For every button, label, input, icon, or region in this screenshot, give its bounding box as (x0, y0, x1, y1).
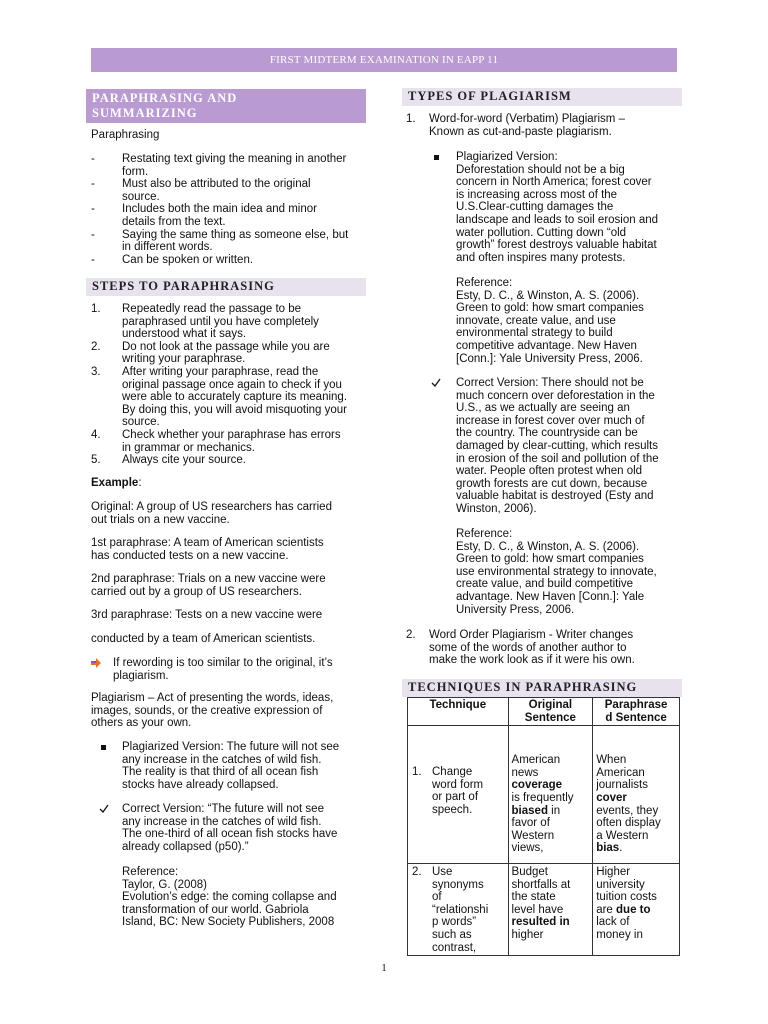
text-line: The reality is that third of all ocean fish (122, 766, 319, 779)
text-line: U.S., as we actually are seeing an (456, 402, 630, 415)
text-segment: news (511, 766, 539, 779)
text-line (596, 842, 676, 855)
text-line: Must also be attributed to the original (122, 178, 311, 191)
text-line: Word Order Plagiarism - Writer changes (429, 629, 634, 641)
square-bullet-icon (101, 745, 106, 750)
text-line: “relationshi (432, 903, 489, 916)
text-line: some of the words of another author to (429, 641, 627, 654)
correct-version-right (406, 377, 659, 516)
text-line (596, 754, 676, 767)
text-segment: shortfalls at (511, 878, 571, 891)
text-line (512, 830, 590, 843)
text-segment: favor of (511, 817, 550, 830)
text-line (512, 779, 590, 792)
section-title-line: SUMMARIZING (92, 106, 198, 120)
page-number: 1 (381, 962, 387, 974)
text-line: original passage once again to check if you (122, 378, 342, 391)
text-line (512, 904, 590, 917)
text-line: Restating text giving the meaning in another (122, 153, 347, 165)
text-line: plagiarism. (113, 669, 169, 682)
text-line (512, 866, 590, 879)
table-row (408, 726, 680, 864)
text-line: Deforestation should not be a big (456, 163, 625, 176)
text-segment: coverage (511, 779, 563, 792)
text-line: transformation of our world. Gabriola (122, 903, 309, 916)
example-label-text: Example (91, 477, 139, 489)
dash-bullet: - (91, 253, 95, 266)
text-segment: level have (511, 903, 564, 916)
text-segment: the state (511, 891, 556, 904)
text-line: Use (432, 865, 453, 878)
text-line: p words” (432, 916, 477, 929)
exam-title-banner: FIRST MIDTERM EXAMINATION IN EAPP 11 (91, 48, 677, 72)
text-line: University Press, 2006. (456, 603, 575, 616)
definition-item (91, 203, 371, 228)
text-line: Plagiarized Version: (456, 151, 558, 163)
text-segment: . (619, 842, 623, 855)
text-line: increase in forest cover over much of (456, 414, 645, 427)
list-number: 1. (91, 303, 101, 315)
text-line: carried out by a group of US researchers. (91, 585, 302, 598)
text-line: Reference: (456, 277, 513, 289)
text-line: Sentence (524, 711, 576, 724)
text-line: create value, and build competitive (456, 578, 634, 591)
text-line: details from the text. (122, 215, 226, 228)
text-line (596, 891, 676, 904)
text-line: Plagiarized Version: The future will not see (122, 741, 340, 753)
text-segment: Western (511, 829, 555, 842)
text-segment: Budget (511, 865, 548, 878)
text-line (596, 792, 676, 805)
table-header-cell (593, 698, 680, 726)
text-line (512, 767, 590, 780)
paraphrase-cell (593, 863, 680, 955)
text-line: or part of (432, 791, 479, 804)
text-line: Esty, D. C., & Winston, A. S. (2006). (456, 289, 640, 302)
text-line (596, 904, 676, 917)
text-line (512, 879, 590, 892)
text-line: Repeatedly read the passage to be (122, 303, 302, 315)
text-line (512, 792, 590, 805)
definition-item (91, 178, 371, 203)
text-line: Change (432, 766, 473, 779)
text-line: any increase in the catches of wild fish. (122, 815, 322, 828)
reference-left (122, 866, 337, 929)
list-number: 3. (91, 365, 101, 378)
arrow-bullet-icon (91, 658, 101, 668)
text-line: damaged by clear-cutting, which results (456, 439, 658, 452)
text-line: Do not look at the passage while you are (122, 340, 330, 353)
text-line: Green to gold: how smart companies (456, 302, 644, 315)
text-line: out trials on a new vaccine. (91, 513, 230, 526)
definition-item (91, 153, 371, 178)
text-line: advantage. New Haven [Conn.]: Yale (456, 590, 645, 603)
original-sentence (91, 501, 332, 526)
text-line: [Conn.]: Yale University Press, 2006. (456, 352, 643, 365)
text-line: use environmental strategy to innovate, (456, 565, 657, 578)
checkmark-icon (431, 378, 441, 388)
text-line (512, 916, 590, 929)
text-line: is increasing across most of the (456, 188, 618, 201)
text-line: the country. The countryside can be (456, 427, 638, 440)
text-line: Reference: (456, 528, 513, 540)
list-number: 2. (91, 340, 101, 353)
text-line: word form (432, 778, 484, 791)
text-line: Taylor, G. (2008) (122, 878, 208, 891)
text-line: U.S.Clear-cutting damages the (456, 201, 614, 214)
table-header-cell (408, 698, 509, 726)
text-line (596, 879, 676, 892)
definition-item (91, 229, 371, 254)
text-line: writing your paraphrase. (122, 353, 246, 366)
text-segment: journalists (596, 779, 648, 792)
text-line: in grammar or mechanics. (122, 441, 255, 454)
text-line: form. (122, 165, 149, 178)
text-line (596, 866, 676, 879)
text-line (596, 929, 676, 942)
text-line: 2nd paraphrase: Trials on a new vaccine were (91, 573, 326, 585)
text-segment: biased (511, 804, 548, 817)
list-number: 1. (412, 766, 422, 779)
text-line: Island, BC: New Society Publishers, 2008 (122, 916, 335, 929)
list-number: 2. (406, 629, 416, 641)
text-line: Original: A group of US researchers has carried (91, 501, 332, 513)
text-segment: events, they (596, 804, 659, 817)
dash-bullet: - (91, 153, 95, 165)
text-segment: Higher (596, 865, 631, 878)
text-line: Check whether your paraphrase has errors (122, 428, 341, 441)
text-line: water. People often protest when old (456, 465, 643, 478)
text-line: contrast, (432, 941, 477, 954)
text-line: After writing your paraphrase, read the (122, 365, 319, 378)
text-line: environmental strategy to build (456, 327, 613, 340)
text-segment: money in (596, 928, 643, 941)
text-segment: university (596, 878, 645, 891)
text-line: make the work look as if it were his own. (429, 654, 635, 667)
text-line: such as (432, 928, 472, 941)
text-line: Includes both the main idea and minor (122, 203, 317, 216)
section-title-techniques: TECHNIQUES IN PARAPHRASING (402, 679, 682, 697)
list-number: 2. (412, 865, 422, 878)
text-segment: is frequently (511, 791, 574, 804)
text-line: Always cite your source. (122, 454, 246, 467)
original-cell (508, 726, 593, 864)
text-segment: bias (596, 842, 620, 855)
text-line: Correct Version: “The future will not see (122, 803, 324, 815)
text-segment: are (596, 903, 617, 916)
text-line: were able to accurately capture its meaning. (122, 391, 348, 404)
text-line (596, 779, 676, 792)
type-2 (406, 629, 635, 667)
text-line: growth” forest destroys valuable habitat (456, 239, 657, 252)
text-line (596, 817, 676, 830)
text-line: paraphrased until you have completely (122, 315, 319, 328)
dash-bullet: - (91, 178, 95, 191)
list-number: 4. (91, 428, 101, 441)
text-line (512, 754, 590, 767)
text-line: Can be spoken or written. (122, 253, 254, 266)
text-line: landscape and leads to soil erosion and (456, 213, 659, 226)
techniques-table (407, 697, 680, 956)
plagiarism-definition (91, 692, 333, 730)
text-segment: a Western (596, 829, 649, 842)
text-line: innovate, create value, and use (456, 314, 616, 327)
paraphrasing-label: Paraphrasing (91, 129, 160, 141)
text-line: any increase in the catches of wild fish. (122, 753, 322, 766)
type-1 (406, 113, 625, 138)
text-segment: due to (616, 903, 651, 916)
text-line: Evolution’s edge: the coming collapse and (122, 891, 337, 904)
dash-bullet: - (91, 203, 95, 216)
step-item (91, 429, 371, 454)
text-segment: American (596, 766, 645, 779)
step-item (91, 454, 371, 467)
step-item (91, 366, 371, 429)
step-item (91, 303, 371, 341)
text-line: Saying the same thing as someone else, but (122, 228, 349, 241)
text-line: Plagiarism – Act of presenting the words, ideas, (91, 692, 334, 704)
third-paraphrase-a: 3rd paraphrase: Tests on a new vaccine were (91, 609, 323, 621)
reference-right-1 (456, 277, 644, 365)
definition-list (91, 153, 371, 266)
text-line: water pollution. Cutting down “old (456, 226, 627, 239)
text-line: synonyms (432, 878, 484, 891)
text-line: others as your own. (91, 717, 192, 730)
plagiarized-version-left (91, 741, 339, 791)
list-number: 5. (91, 454, 101, 467)
reword-note (91, 657, 371, 682)
third-paraphrase-b: conducted by a team of American scientists. (91, 633, 316, 645)
text-segment: When (596, 754, 627, 767)
text-line (596, 916, 676, 929)
text-line: Reference: (122, 866, 179, 878)
text-line: d Sentence (605, 711, 667, 724)
list-number: 1. (406, 113, 416, 125)
section-title-steps: STEPS TO PARAPHRASING (86, 278, 366, 296)
technique-cell (408, 863, 509, 955)
text-line: Known as cut-and-paste plagiarism. (429, 125, 612, 138)
square-bullet-icon (434, 155, 439, 160)
section-title-line: PARAPHRASING AND (92, 91, 238, 105)
text-line: and often inspires many protests. (456, 251, 626, 264)
dash-bullet: - (91, 228, 95, 241)
definition-item (91, 254, 371, 267)
plagiarized-version-right (406, 151, 658, 264)
text-segment: in (547, 804, 561, 817)
text-line: Paraphrase (604, 699, 668, 711)
example-colon: : (138, 477, 142, 489)
reference-right-2 (456, 528, 657, 616)
text-line: Technique (429, 699, 487, 711)
text-segment: views, (511, 842, 544, 855)
text-line: source. (122, 190, 160, 203)
table-header-row (408, 698, 680, 726)
text-line: Winston, 2006). (456, 502, 537, 515)
text-line: If rewording is too similar to the original, it’s (113, 657, 333, 669)
text-line: in different words. (122, 241, 213, 254)
text-line: Original (528, 699, 573, 711)
first-paraphrase (91, 537, 324, 562)
example-label (91, 477, 142, 490)
original-cell (508, 863, 593, 955)
correct-version-left (91, 803, 337, 853)
text-line: understood what it says. (122, 328, 247, 341)
section-title-types: TYPES OF PLAGIARISM (402, 88, 682, 106)
text-segment: often display (596, 817, 661, 830)
text-line (596, 805, 676, 818)
text-line: By doing this, you will avoid misquoting your (122, 403, 348, 416)
text-line: has conducted tests on a new vaccine. (91, 549, 289, 562)
text-line: concern in North America; forest cover (456, 176, 652, 189)
text-line: competitive advantage. New Haven (456, 339, 637, 352)
text-segment: tuition costs (596, 891, 657, 904)
table-row (408, 863, 680, 955)
text-segment: higher (511, 928, 544, 941)
text-line (596, 767, 676, 780)
text-segment: American (511, 754, 561, 767)
text-line: source. (122, 416, 160, 429)
text-line: much concern over deforestation in the (456, 389, 655, 402)
text-line: The one-third of all ocean fish stocks have (122, 828, 338, 841)
text-line: Green to gold: how smart companies (456, 553, 644, 566)
text-line: speech. (432, 803, 473, 816)
text-line (512, 891, 590, 904)
text-line: Word-for-word (Verbatim) Plagiarism – (429, 113, 625, 125)
paraphrase-cell (593, 726, 680, 864)
text-line: 1st paraphrase: A team of American scientists (91, 537, 324, 549)
step-item (91, 341, 371, 366)
text-line: already collapsed (p50).” (122, 840, 249, 853)
table-header-cell (508, 698, 593, 726)
checkmark-icon (99, 804, 109, 814)
text-line: in erosion of the soil and pollution of the (456, 452, 659, 465)
text-line (596, 830, 676, 843)
text-segment: lack of (596, 916, 630, 929)
text-line: Correct Version: There should not be (456, 377, 644, 389)
technique-cell (408, 726, 509, 864)
text-line: growth forests are cut down, because (456, 477, 648, 490)
text-line (512, 929, 590, 942)
text-line (512, 842, 590, 855)
text-line (512, 805, 590, 818)
second-paraphrase (91, 573, 326, 598)
text-line (512, 817, 590, 830)
text-line: images, sounds, or the creative expression of (91, 704, 323, 717)
text-line: Esty, D. C., & Winston, A. S. (2006). (456, 540, 640, 553)
text-line: of (432, 891, 442, 904)
text-segment: resulted in (511, 916, 570, 929)
text-line: valuable habitat is destroyed (Esty and (456, 490, 654, 503)
steps-list (91, 303, 371, 467)
section-title-paraphrasing (86, 89, 366, 123)
text-line: stocks have already collapsed. (122, 778, 279, 791)
text-segment: cover (596, 791, 627, 804)
